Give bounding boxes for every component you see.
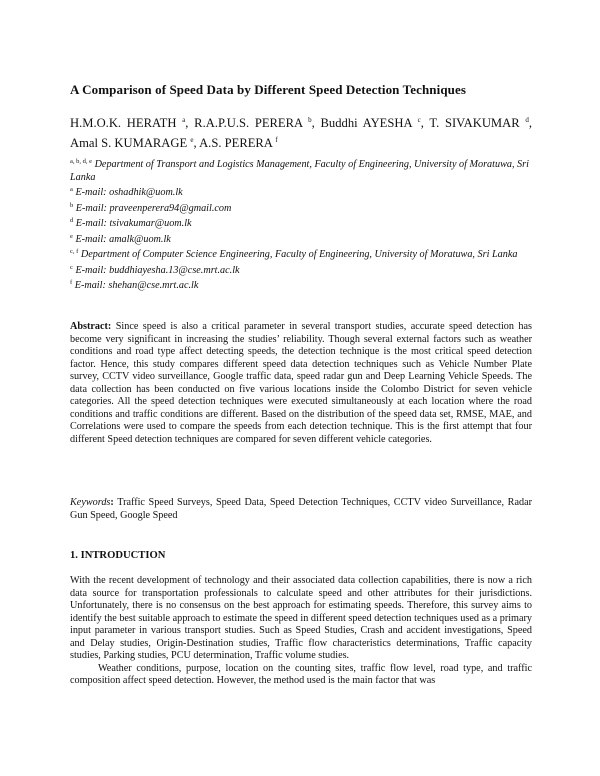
- author-sup: f: [275, 136, 278, 144]
- affiliation-line: $^d$ E-mail: tsivakumar@uom.lk: [70, 217, 192, 229]
- affiliation-line: $^a$ E-mail: oshadhik@uom.lk: [70, 186, 183, 198]
- email-text: E-mail: amalk@uom.lk: [75, 233, 171, 245]
- email-text: E-mail: oshadhik@uom.lk: [75, 187, 183, 198]
- paper-title: A Comparison of Speed Data by Different Speed Detection Techniques: [70, 82, 467, 97]
- keywords-text: Traffic Speed Surveys, Speed Data, Speed Detection Techniques, CCTV video Surveillance, Radar Gun Speed, Google Speed: [70, 497, 532, 521]
- email-text: E-mail: shehan@cse.mrt.ac.lk: [74, 280, 199, 291]
- keywords-label: Keywords: [70, 497, 111, 508]
- affiliation-line: $^{c, f}$ Department of Computer Science Engineering, Faculty of Engineering, University of Moratuwa, Sri Lanka: [70, 248, 518, 260]
- paragraph: With the recent development of technology and their associated data collection capabilities, there is now a rich data source for transportation professionals to calculate speed and other attributes for their jurisdictions. Unfortunately, there is no consensus on the best approach for estimating speeds. Therefore, this survey aims to identify the best suitable approach to estimate the speed in different speed detection techniques used as a primary input parameter in various transport studies. Such as Speed Studies, Crash and accident investigations, Speed and Delay studies, Origin-Destination studies, Traffic flow characteristics determinations, Traffic capacity studies, Parking studies, PCU determination, Traffic volume studies.: [70, 575, 532, 662]
- affiliation-line: $^{a, b, d, e}$ Department of Transport and Logistics Management, Faculty of Engineering, University of Moratuwa, Sri Lanka: [70, 158, 529, 183]
- affiliation-line: $^b$ E-mail: praveenperera94@gmail.com: [70, 201, 232, 214]
- email-text: E-mail: tsivakumar@uom.lk: [75, 218, 192, 229]
- author-name: H.M.O.K. HERATH: [70, 116, 177, 130]
- author: Buddhi AYESHA $^c$,: [320, 116, 430, 130]
- affiliation-line: $^f$ E-mail: shehan@cse.mrt.ac.lk: [70, 279, 199, 291]
- affiliations: [70, 156, 532, 293]
- author: Amal S. KUMARAGE $^e$,: [70, 136, 200, 150]
- section-body: [70, 575, 532, 688]
- author-list: [70, 112, 532, 152]
- author-name: Buddhi AYESHA: [320, 116, 412, 130]
- section-heading: 1. INTRODUCTION: [70, 550, 166, 561]
- paragraph: Weather conditions, purpose, location on the counting sites, traffic flow level, road type, and traffic composition affect speed detection. However, the method used is the main factor that was: [70, 662, 532, 687]
- abstract: [70, 321, 532, 446]
- keywords: Keywords: Traffic Speed Surveys, Speed Data, Speed Detection Techniques, CCTV video Surveillance, Radar Gun Speed, Google Speed: [70, 497, 532, 521]
- author: T. SIVAKUMAR $^d$,: [429, 116, 532, 130]
- author-sup: c: [417, 116, 421, 124]
- author: R.A.P.U.S. PERERA $^b$,: [194, 116, 321, 130]
- affiliation-line: $^e$ E-mail: amalk@uom.lk: [70, 232, 171, 245]
- author-name: T. SIVAKUMAR: [429, 116, 520, 130]
- abstract-label: Abstract:: [70, 321, 112, 332]
- author-sup: a: [182, 116, 186, 124]
- email-text: E-mail: buddhiayesha.13@cse.mrt.ac.lk: [75, 264, 240, 276]
- email-text: E-mail: praveenperera94@gmail.com: [75, 202, 232, 214]
- author-sup: e: [190, 136, 194, 144]
- author: [199, 136, 278, 150]
- author-name: Amal S. KUMARAGE: [70, 136, 188, 150]
- author-name: A.S. PERERA: [199, 136, 273, 150]
- author-sup: b: [308, 116, 312, 124]
- abstract-text: Since speed is also a critical parameter in several transport studies, accurate speed detection has become very significant in increasing the studies’ reliability. Though several external factors such as weather conditions and road type affect detecting speeds, the detection technique is the most critical speed detection factor. Hence, this study compares different speed data detection techniques such as Vehicle Number Plate survey, CCTV video surveillance, Google traffic data, speed radar gun and Deep Learning Vehicle Speeds. The data collection has been conducted on five various locations inside the Colombo District for seven vehicle categories. All the speed detection techniques were executed simultaneously at each location where the road conditions and traffic conditions are different. Based on the distribution of the speed data set, RMSE, MAE, and Correlations were used to compare the speeds from each detection technique. This is the first attempt that four different Speed detection techniques are compared for seven different vehicle categories.: [70, 321, 532, 445]
- author: H.M.O.K. HERATH $^a$,: [70, 116, 195, 130]
- affiliation-line: $^c$ E-mail: buddhiayesha.13@cse.mrt.ac.lk: [70, 263, 240, 276]
- author-name: R.A.P.U.S. PERERA: [194, 116, 303, 130]
- author-sup: d: [525, 116, 529, 124]
